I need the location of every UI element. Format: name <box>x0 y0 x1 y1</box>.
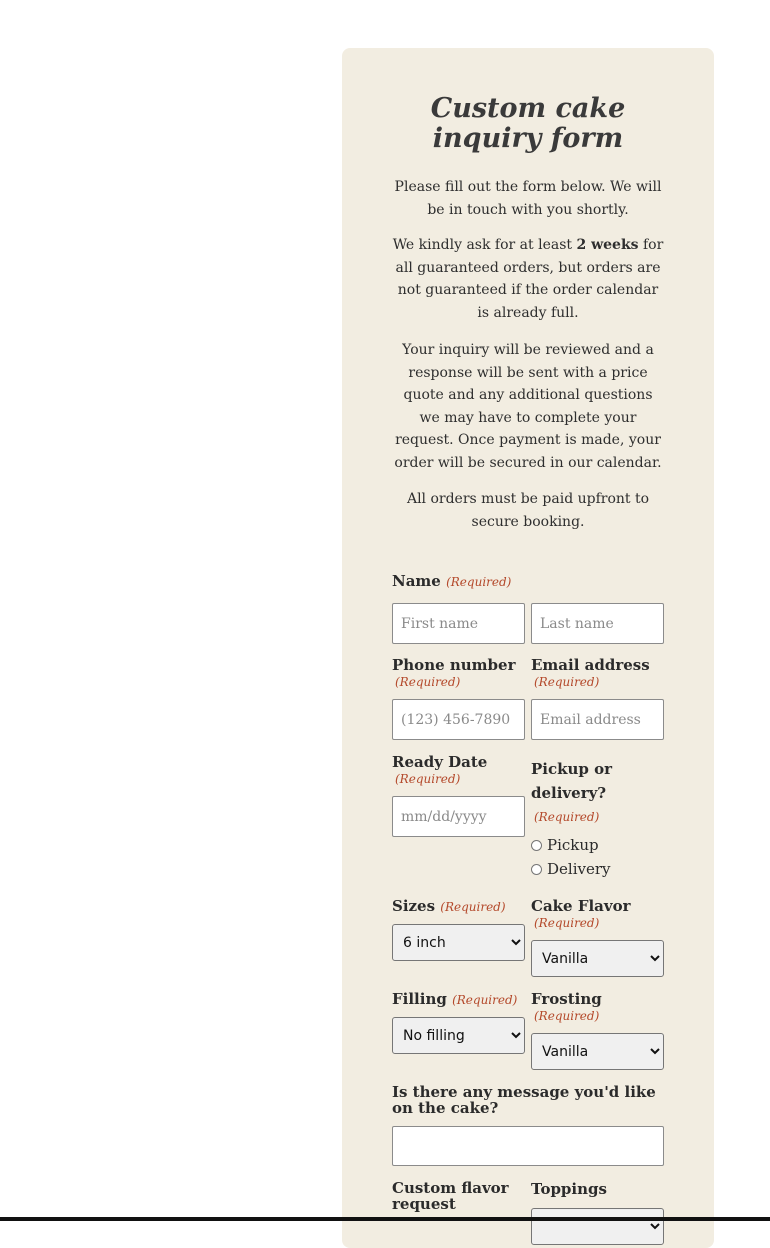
filling-label-text: Filling <box>392 990 447 1008</box>
required-indicator: (Required) <box>534 1009 600 1023</box>
frosting-label-text: Frosting <box>531 990 602 1008</box>
name-label-text: Name <box>392 572 441 590</box>
inquiry-form-card <box>342 48 714 1248</box>
phone-input[interactable] <box>392 699 525 740</box>
pickup-delivery-label-text: Pickup or delivery? <box>531 760 613 802</box>
intro-paragraph-1: Please fill out the form below. We will be in touch with you shortly. <box>394 179 662 218</box>
required-indicator: (Required) <box>395 675 461 689</box>
phone-label <box>392 657 515 690</box>
ready-date-label <box>392 754 487 787</box>
required-indicator: (Required) <box>534 916 600 930</box>
phone-label-text: Phone number <box>392 656 516 674</box>
email-label <box>531 657 650 690</box>
pickup-option[interactable] <box>531 836 599 854</box>
ready-date-input[interactable] <box>392 796 525 837</box>
pickup-delivery-label <box>531 757 641 828</box>
required-indicator: (Required) <box>395 772 461 786</box>
cake-message-input[interactable] <box>392 1126 664 1166</box>
bottom-edge-bar <box>0 1217 770 1221</box>
sizes-select[interactable] <box>392 924 525 961</box>
email-label-text: Email address <box>531 656 650 674</box>
cake-flavor-label-text: Cake Flavor <box>531 897 631 915</box>
frosting-label <box>531 991 602 1024</box>
first-name-input[interactable] <box>392 603 525 644</box>
intro-paragraph-3: Your inquiry will be reviewed and a response will be sent with a price quote and any additional questions we may have to complete your request. Once payment is made, your order will be secured in our calendar. <box>394 342 662 471</box>
delivery-option[interactable] <box>531 860 611 878</box>
intro-2-bold: 2 weeks <box>576 237 639 253</box>
required-indicator: (Required) <box>452 993 518 1007</box>
intro-2-text-after: for all guaranteed orders, but orders are not guaranteed if the order calendar is already full. <box>395 237 664 321</box>
sizes-label <box>392 898 506 915</box>
form-title: Custom cake inquiry form <box>430 93 626 154</box>
required-indicator: (Required) <box>446 575 512 589</box>
intro-paragraph-4: All orders must be paid upfront to secure booking. <box>406 491 650 530</box>
toppings-label: Toppings <box>531 1180 607 1198</box>
cake-message-label: Is there any message you'd like on the cake? <box>392 1083 656 1117</box>
filling-label <box>392 991 517 1008</box>
delivery-option-label[interactable]: Delivery <box>547 860 611 878</box>
sizes-label-text: Sizes <box>392 897 436 915</box>
name-label <box>392 573 511 590</box>
delivery-radio[interactable] <box>531 864 542 875</box>
required-indicator: (Required) <box>534 810 600 824</box>
frosting-select[interactable] <box>531 1033 664 1070</box>
cake-flavor-select[interactable] <box>531 940 664 977</box>
required-indicator: (Required) <box>440 900 506 914</box>
ready-date-label-text: Ready Date <box>392 753 488 771</box>
intro-paragraph-2 <box>392 234 664 324</box>
filling-select[interactable] <box>392 1017 525 1054</box>
required-indicator: (Required) <box>534 675 600 689</box>
pickup-option-label[interactable]: Pickup <box>547 836 599 854</box>
pickup-radio[interactable] <box>531 840 542 851</box>
intro-2-text-before: We kindly ask for at least <box>392 237 577 253</box>
custom-flavor-label: Custom flavor request <box>392 1179 509 1213</box>
toppings-select[interactable] <box>531 1208 664 1245</box>
email-input[interactable] <box>531 699 664 740</box>
cake-flavor-label <box>531 898 631 931</box>
last-name-input[interactable] <box>531 603 664 644</box>
